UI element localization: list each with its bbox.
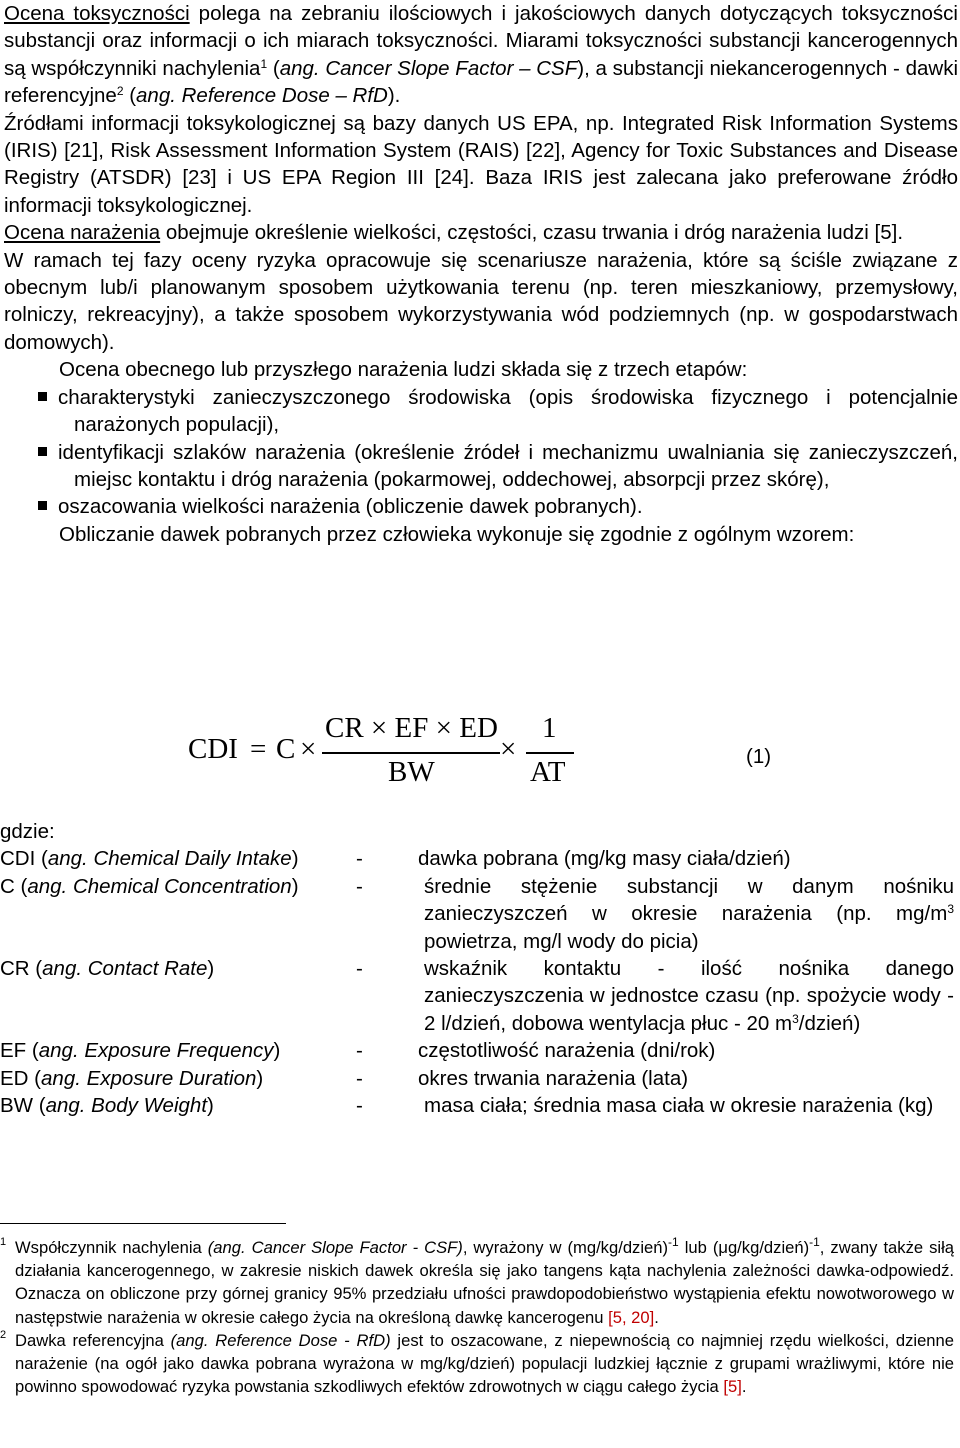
symbol: CDI <box>0 847 36 871</box>
english-name: ang. Chemical Daily Intake <box>47 847 292 871</box>
footnote-number: 2 <box>0 1328 7 1341</box>
formula-numerator-2: 1 <box>542 712 557 744</box>
term-toxicity-assessment: Ocena toksyczności <box>4 2 190 25</box>
english-name: ang. Exposure Duration <box>41 1066 257 1090</box>
gdzie-label: gdzie: <box>0 820 55 843</box>
document-page <box>4 0 958 548</box>
footnote-ref-2: 2 <box>116 84 124 99</box>
paragraph-toxicity-assessment <box>4 0 958 110</box>
text: ). <box>387 84 401 108</box>
text: ), a substancji niekancerogennych - dawki referencyjne <box>4 56 958 108</box>
paragraph-sources: Źródłami informacji toksykologicznej są bazy danych US EPA, np. Integrated Risk Information Systems (IRIS) [21], Risk Assessment Information System (RAIS) [22], Agency for Toxic Substances and Disease Registry (ATSDR) [23] i US EPA Region III [24]. Baza IRIS jest zalecana jako preferowane źródło informacji toksykologicznej. <box>4 111 958 217</box>
formula-c: C <box>276 733 296 765</box>
list-item-text: identyfikacji szlaków narażenia (określenie źródeł i mechanizmu uwalniania się zanieczyszczeń, miejsc kontaktu i dróg narażenia (pokarmowej, oddechowej, absorpcji przez skórę), <box>58 440 958 491</box>
text: jest to oszacowane, z niepewnością co najmniej rzędu wielkości, dzienne narażenie (na ogół jako dawka pobrana wyrażona w mg/kg/dzień) populacji ludzkiej łącznie z grupami wrażliwymi, które nie powinno spowodować ryzyka powstania szkodliwych efektów zdrowotnych w ciągu całego życia <box>15 1330 954 1397</box>
symbol: EF <box>0 1039 27 1063</box>
superscript: 3 <box>792 1011 799 1026</box>
paragraph-formula-intro: Obliczanie dawek pobranych przez człowieka wykonuje się zgodnie z ogólnym wzorem: <box>59 522 855 546</box>
list-item <box>4 493 958 520</box>
text: Współczynnik nachylenia <box>15 1238 208 1257</box>
text: obejmuje określenie wielkości, częstości, czasu trwania i dróg narażenia ludzi [5]. <box>160 221 904 245</box>
symbol: CR <box>0 957 30 981</box>
text: powietrza, mg/l wody do picia) <box>424 929 699 953</box>
text: . <box>654 1307 659 1327</box>
definition-desc: dawka pobrana (mg/kg masy ciała/dzień) <box>418 847 791 871</box>
definition-desc: okres trwania narażenia (lata) <box>418 1066 689 1090</box>
dash: - <box>356 1039 363 1063</box>
paragraph-exposure-assessment <box>4 219 958 246</box>
fraction-line-2 <box>526 752 574 754</box>
english-name: ang. Exposure Frequency <box>38 1039 274 1063</box>
italic-term: ang. Cancer Slope Factor – CSF <box>279 56 578 80</box>
footnote-number: 1 <box>0 1236 7 1248</box>
footnote-2 <box>0 1329 954 1399</box>
paragraph-scenarios: W ramach tej fazy oceny ryzyka opracowuje się scenariusze narażenia, które są ściśle związane z obecnym lub/i planowanym sposobem użytkowania terenu (np. teren mieszkaniowy, przemysłowy, rolniczy, rekreacyjny), a także sposobem wykorzystywania wód podziemnych (np. w gospodarstwach domowych). <box>4 248 958 354</box>
stages-list <box>4 384 958 521</box>
definition-row <box>0 845 954 872</box>
definition-row <box>0 873 954 955</box>
footnote-ref-1: 1 <box>260 56 268 71</box>
symbol: ED <box>0 1066 29 1090</box>
definition-desc <box>418 955 954 1037</box>
paragraph-stages-intro: Ocena obecnego lub przyszłego narażenia ludzi składa się z trzech etapów: <box>59 358 748 382</box>
english-name: ang. Chemical Concentration <box>27 874 292 898</box>
formula-lhs: CDI <box>188 733 238 765</box>
dash: - <box>356 847 363 871</box>
bullet-square-icon <box>38 392 47 401</box>
dash: - <box>356 874 363 898</box>
text: ( <box>123 84 137 108</box>
gdzie-row <box>0 818 954 845</box>
text: ( <box>267 56 280 80</box>
formula-equals: = <box>250 733 267 765</box>
text: średnie stężenie substancji w danym nośniku zanieczyszczeń w okresie narażenia (np. mg/m <box>424 874 954 926</box>
footnotes <box>0 1236 954 1398</box>
text: , wyrażony w (mg/kg/dzień) <box>462 1238 669 1257</box>
dash: - <box>356 957 363 981</box>
mu-symbol: μ <box>718 1238 728 1257</box>
definition-term: EF (ang. Exposure Frequency) <box>0 1039 281 1063</box>
formula-denominator-2: AT <box>530 756 566 788</box>
formula-numerator: CR × EF × ED <box>325 712 498 744</box>
formula-times: × <box>500 733 517 765</box>
formula-times: × <box>300 733 317 765</box>
dash: - <box>356 1066 363 1090</box>
symbol: C <box>0 874 15 898</box>
text: . <box>741 1377 747 1397</box>
english-name: ang. Contact Rate <box>42 957 208 981</box>
text: polega na zebraniu ilościowych i jakościowych danych dotyczących toksyczności substancji oraz informacji o ich miarach toksyczności. Miarami toksyczności substancji kancerogennych są współczynniki nachylenia <box>4 2 958 80</box>
definition-row <box>0 955 954 1037</box>
footnote-separator <box>0 1223 286 1224</box>
italic-term: (ang. Cancer Slope Factor - CSF) <box>207 1238 463 1257</box>
text: /dzień) <box>798 1011 861 1035</box>
fraction-line <box>322 752 500 754</box>
definition-term: ED (ang. Exposure Duration) <box>0 1066 264 1090</box>
definition-row <box>0 1065 954 1092</box>
definitions-list <box>0 818 954 1119</box>
dash: - <box>356 1094 363 1118</box>
reference-link[interactable]: [5, 20] <box>608 1307 655 1327</box>
list-item <box>4 384 958 439</box>
symbol: BW <box>0 1094 34 1118</box>
italic-term: ang. Reference Dose – RfD <box>136 84 388 108</box>
formula-denominator: BW <box>388 756 435 788</box>
definition-term: CR (ang. Contact Rate) <box>0 957 215 981</box>
term-exposure-assessment: Ocena narażenia <box>4 221 161 245</box>
text: Dawka referencyjna <box>15 1330 171 1350</box>
definition-row <box>0 1092 954 1119</box>
text: wskaźnik kontaktu - ilość nośnika danego zanieczyszczenia w jednostce czasu (np. spożycie wody - 2 l/dzień, dobowa wentylacja płuc - 20 m <box>424 957 954 1035</box>
list-item-text: charakterystyki zanieczyszczonego środowiska (opis środowiska fizycznego i potencjalnie narażonych populacji), <box>58 385 958 437</box>
cdi-formula <box>0 712 954 790</box>
definition-desc: masa ciała; średnia masa ciała w okresie narażenia (kg) <box>424 1094 934 1118</box>
text: lub ( <box>678 1238 719 1257</box>
list-item <box>4 439 958 494</box>
definition-term: CDI (ang. Chemical Daily Intake) <box>0 847 299 871</box>
superscript: -1 <box>809 1235 820 1249</box>
equation-number: (1) <box>746 745 772 768</box>
bullet-square-icon <box>38 501 47 510</box>
bullet-square-icon <box>38 447 47 456</box>
list-item-text: oszacowania wielkości narażenia (obliczenie dawek pobranych). <box>58 495 643 519</box>
italic-term: (ang. Reference Dose - RfD) <box>170 1330 391 1350</box>
definition-row <box>0 1037 954 1064</box>
superscript: -1 <box>668 1235 679 1249</box>
reference-link[interactable]: [5] <box>723 1377 742 1397</box>
definition-term: C (ang. Chemical Concentration) <box>0 874 299 898</box>
definition-desc <box>418 873 954 955</box>
definition-desc: częstotliwość narażenia (dni/rok) <box>418 1039 716 1063</box>
footnote-1 <box>0 1236 954 1329</box>
english-name: ang. Body Weight <box>45 1094 208 1118</box>
superscript: 3 <box>947 902 954 917</box>
text: g/kg/dzień) <box>727 1238 810 1257</box>
definition-term: BW (ang. Body Weight) <box>0 1094 214 1118</box>
text: , zwany także siłą działania kancerogennego, w zakresie niskich dawek określa się jako tangens kąta nachylenia zależności dawka-odpowiedź. Oznacza on obliczone przy górnej granicy 95% przedziału ufności prawdopodobieństwo wystąpienia efektu nowotworowego w następstwie narażenia w okresie całego życia na określoną dawkę kancerogenu <box>15 1238 955 1327</box>
